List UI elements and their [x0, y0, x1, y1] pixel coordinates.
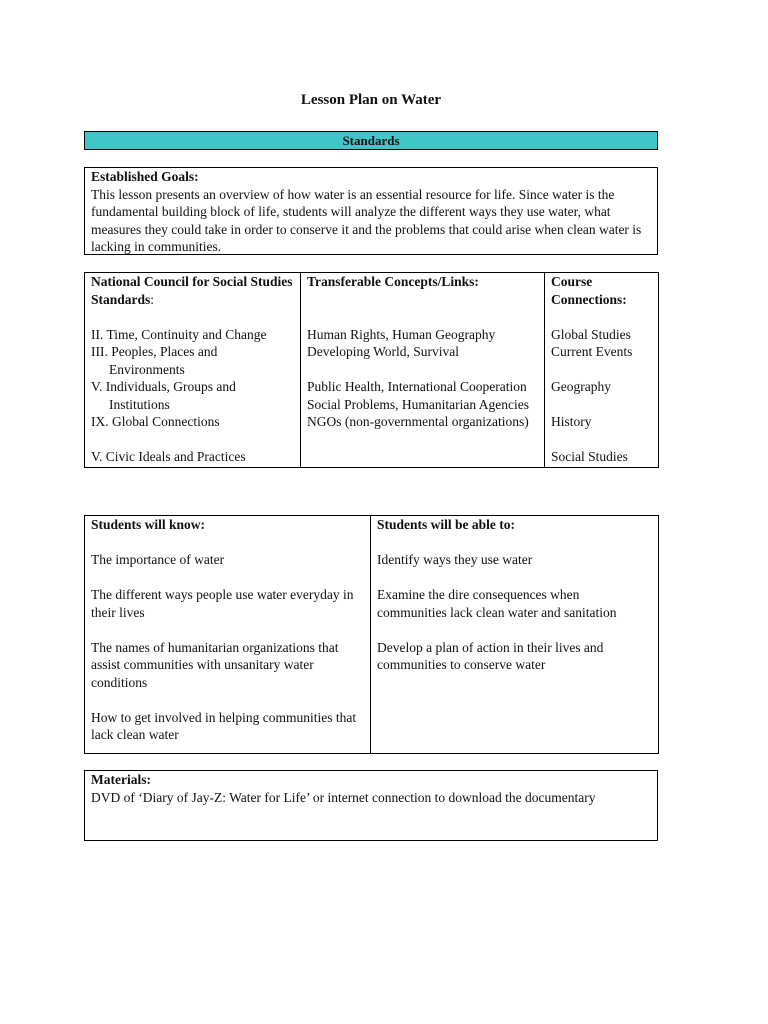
- established-goals-box: [84, 167, 658, 255]
- course-connections-column: [545, 273, 659, 468]
- able-item: Examine the dire consequences when communities lack clean water and sanitation: [377, 587, 617, 620]
- know-item: The different ways people use water everyday in their lives: [91, 587, 354, 620]
- able-item: Identify ways they use water: [377, 552, 533, 567]
- ncss-item: V. Individuals, Groups and: [91, 379, 236, 394]
- able-item: Develop a plan of action in their lives and communities to conserve water: [377, 639, 604, 672]
- students-know-row: [85, 516, 659, 754]
- students-able-to-column: [371, 516, 659, 754]
- ncss-heading: National Council for Social Studies Standards: [91, 274, 293, 307]
- course-item: Social Studies: [551, 449, 628, 464]
- ncss-item: IX. Global Connections: [91, 414, 220, 429]
- concepts-heading: Transferable Concepts/Links:: [307, 274, 479, 289]
- course-item: Current Events: [551, 344, 633, 359]
- ncss-item: V. Civic Ideals and Practices: [91, 449, 246, 464]
- know-item: How to get involved in helping communities that lack clean water: [91, 709, 357, 742]
- standards-banner: Standards: [84, 131, 658, 150]
- students-able-to-heading: Students will be able to:: [377, 517, 516, 532]
- materials-box: [84, 770, 658, 841]
- course-item: Global Studies: [551, 326, 631, 342]
- ncss-item-continuation: Environments: [109, 361, 185, 377]
- materials-heading: Materials:: [91, 772, 151, 787]
- ncss-item: II. Time, Continuity and Change: [91, 326, 267, 342]
- ncss-item-continuation: Institutions: [109, 396, 170, 412]
- concept-item: Developing World, Survival: [307, 344, 460, 359]
- students-will-know-column: [85, 516, 371, 754]
- ncss-heading-colon: :: [150, 291, 155, 307]
- ncss-item: III. Peoples, Places and: [91, 344, 218, 359]
- standards-table: [84, 272, 659, 468]
- concepts-column: [301, 273, 545, 468]
- established-goals-heading: Established Goals:: [91, 169, 199, 184]
- concept-item: Human Rights, Human Geography: [307, 326, 496, 342]
- ncss-column: [85, 273, 301, 468]
- students-will-know-heading: Students will know:: [91, 517, 206, 532]
- concept-item: Social Problems, Humanitarian Agencies: [307, 396, 529, 412]
- know-item: The names of humanitarian organizations that assist communities with unsanitary water conditions: [91, 639, 339, 690]
- standards-row: [85, 273, 659, 468]
- concept-item: Public Health, International Cooperation: [307, 379, 527, 394]
- students-know-table: [84, 515, 659, 754]
- ncss-heading-line: [91, 273, 294, 308]
- course-connections-heading: Course Connections:: [551, 274, 627, 307]
- materials-text: DVD of ‘Diary of Jay-Z: Water for Life’ or internet connection to download the documentary: [91, 789, 596, 805]
- course-item: Geography: [551, 379, 611, 394]
- know-item: The importance of water: [91, 552, 225, 567]
- course-item: History: [551, 414, 592, 429]
- page-title: Lesson Plan on Water: [300, 92, 442, 108]
- established-goals-text: This lesson presents an overview of how water is an essential resource for life. Since water is the fundamental building block of life, students will analyze the different ways they use water, what measures they could take in order to conserve it and the problems that could arise when clean water is lacking in communities.: [91, 186, 642, 254]
- concept-item: NGOs (non-governmental organizations): [307, 414, 529, 429]
